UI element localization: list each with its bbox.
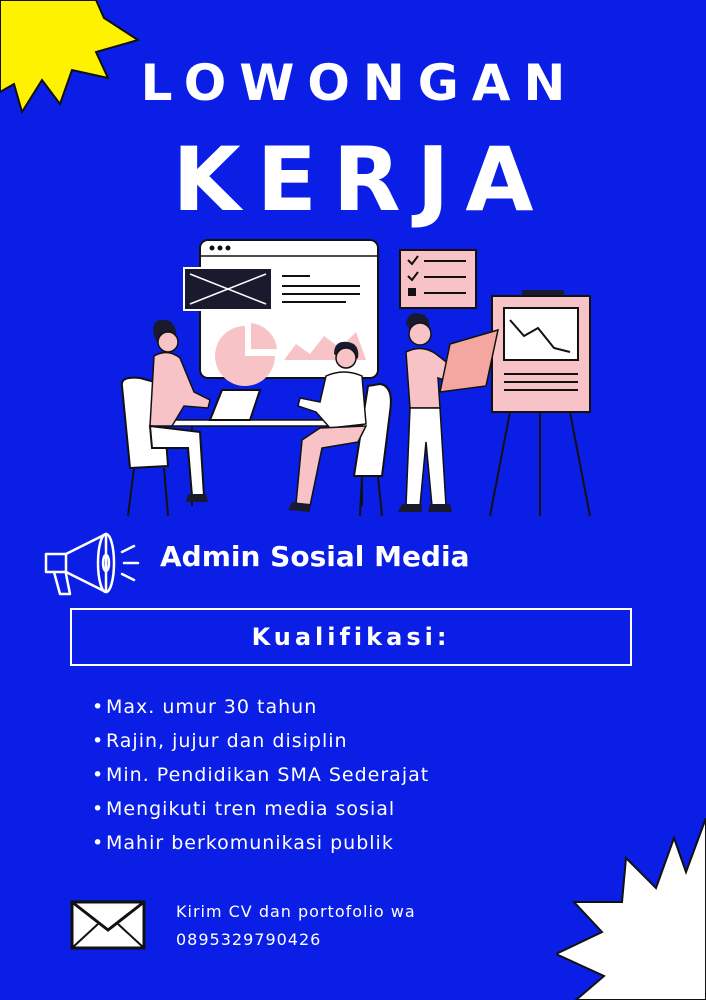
checklist-card bbox=[400, 250, 476, 308]
list-item: •Mengikuti tren media sosial bbox=[92, 798, 396, 820]
list-item: •Rajin, jujur dan disiplin bbox=[92, 730, 348, 752]
list-item: •Max. umur 30 tahun bbox=[92, 696, 318, 718]
qualifications-heading-box bbox=[70, 608, 632, 666]
office-meeting-illustration bbox=[110, 236, 600, 526]
standing-presenter bbox=[398, 313, 498, 512]
job-position-title: Admin Sosial Media bbox=[160, 540, 470, 573]
flipchart-easel bbox=[490, 290, 590, 516]
list-item: •Min. Pendidikan SMA Sederajat bbox=[92, 764, 430, 786]
seated-woman bbox=[122, 320, 210, 516]
contact-phone: 0895329790426 bbox=[176, 930, 322, 949]
contact-info bbox=[176, 898, 416, 954]
title-line-2: KERJA bbox=[172, 128, 550, 231]
starburst-bottom-right bbox=[556, 818, 706, 1000]
megaphone-icon bbox=[36, 528, 142, 600]
contact-instruction: Kirim CV dan portofolio wa bbox=[176, 902, 416, 921]
title-line-1: LOWONGAN bbox=[140, 54, 579, 112]
list-item: •Mahir berkomunikasi publik bbox=[92, 832, 394, 854]
qualifications-list bbox=[92, 690, 429, 860]
envelope-icon bbox=[70, 900, 146, 950]
image-card bbox=[184, 268, 272, 310]
qualifications-heading: Kualifikasi: bbox=[251, 623, 451, 651]
